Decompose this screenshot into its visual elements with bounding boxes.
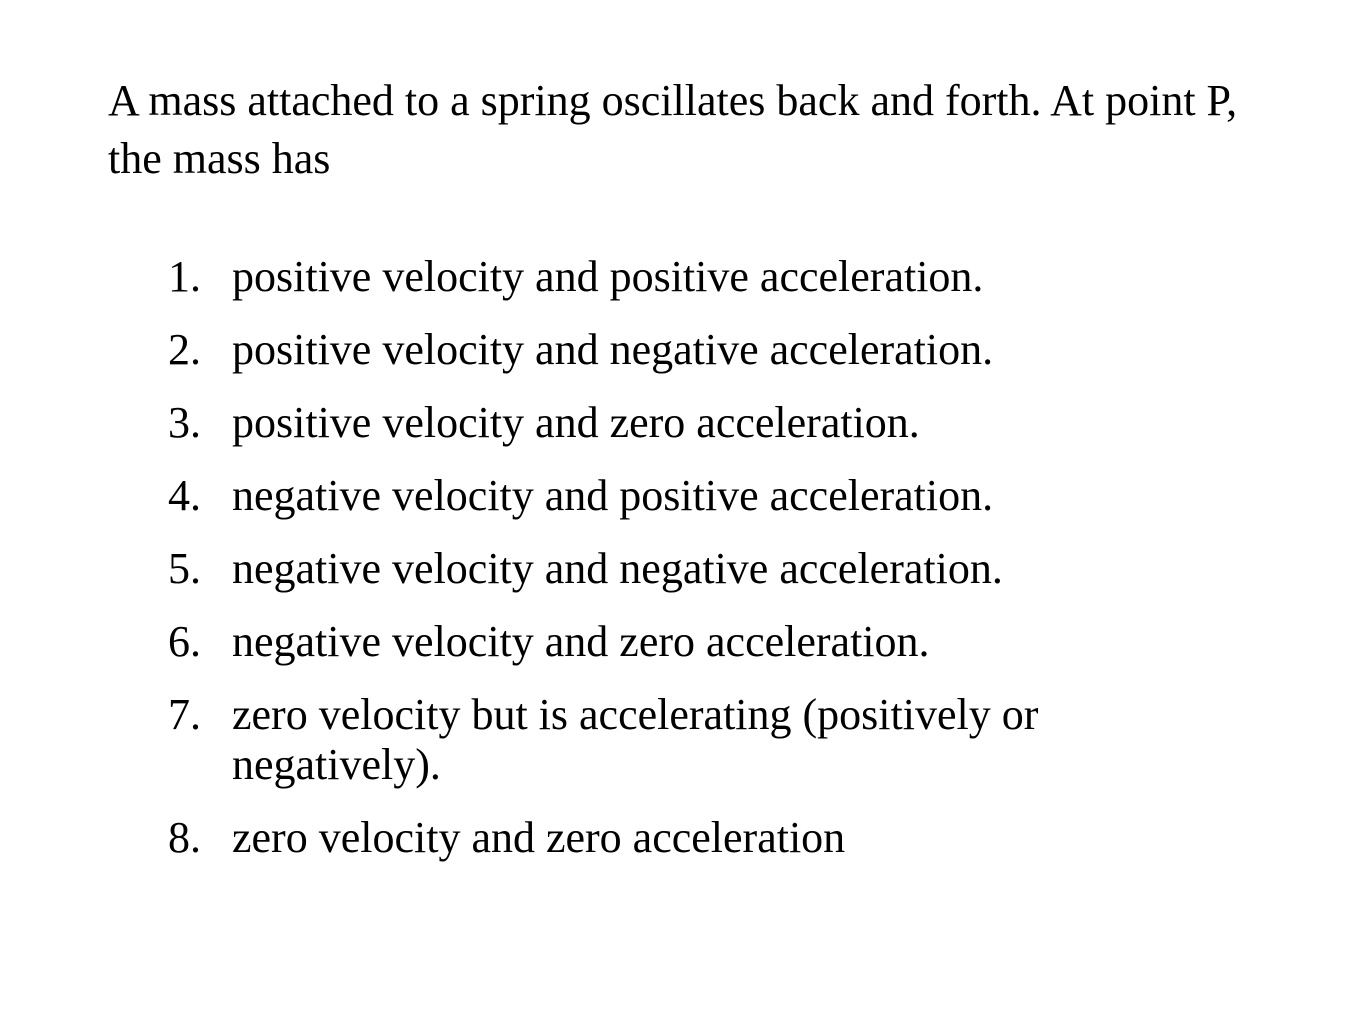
choice-text: positive velocity and negative acceleration. <box>232 325 994 374</box>
choice-number: 6. <box>168 617 201 666</box>
answer-choice-6 <box>0 617 1365 667</box>
question-text: A mass attached to a spring oscillates back and forth. At point P, the mass has <box>108 76 1238 183</box>
answer-choice-3 <box>0 398 1365 448</box>
answer-choice-8 <box>0 813 1365 863</box>
choice-number: 7. <box>168 690 201 739</box>
choice-text: positive velocity and zero acceleration. <box>232 398 920 447</box>
choice-text: negative velocity and zero acceleration. <box>232 617 930 666</box>
answer-choices-list <box>0 252 1365 886</box>
answer-choice-5 <box>0 544 1365 594</box>
choice-text: zero velocity and zero acceleration <box>232 813 846 862</box>
choice-number: 4. <box>168 471 201 520</box>
choice-number: 2. <box>168 325 201 374</box>
choice-text: negative velocity and positive acceleration. <box>232 471 994 520</box>
choice-number: 1. <box>168 252 201 301</box>
choice-text: negative velocity and negative acceleration. <box>232 544 1003 593</box>
choice-text: zero velocity but is accelerating (positively or negatively). <box>232 690 1039 789</box>
answer-choice-4 <box>0 471 1365 521</box>
answer-choice-2 <box>0 325 1365 375</box>
choice-number: 3. <box>168 398 201 447</box>
answer-choice-1 <box>0 252 1365 302</box>
choice-number: 5. <box>168 544 201 593</box>
choice-number: 8. <box>168 813 201 862</box>
answer-choice-7 <box>0 690 1365 790</box>
choice-text: positive velocity and positive acceleration. <box>232 252 984 301</box>
